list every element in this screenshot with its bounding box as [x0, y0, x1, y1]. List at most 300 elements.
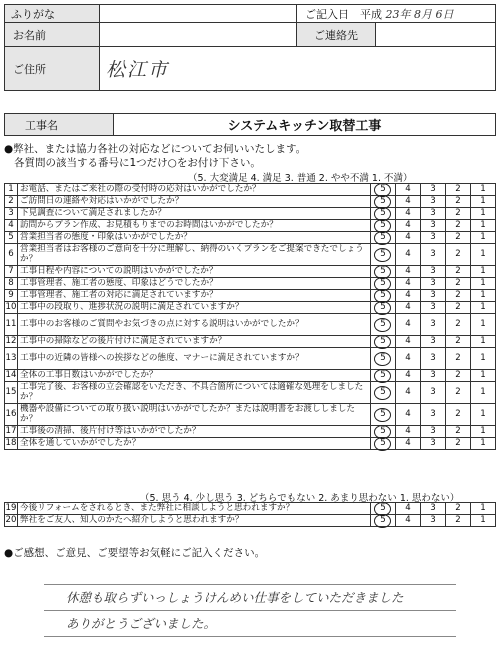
- question-number: 7: [5, 266, 18, 278]
- score-option-5[interactable]: [371, 404, 396, 426]
- score-label: 4: [405, 248, 411, 259]
- question-number: 1: [5, 184, 18, 196]
- question-row: [5, 370, 496, 382]
- score-label: 5: [380, 265, 386, 276]
- customer-info-table: [4, 4, 496, 91]
- score-label: 3: [430, 502, 436, 513]
- score-label: 4: [405, 408, 411, 419]
- selection-circle: [374, 514, 391, 528]
- score-label: 4: [405, 207, 411, 218]
- score-option-3[interactable]: [421, 208, 446, 220]
- score-option-2[interactable]: [446, 290, 471, 302]
- score-option-1[interactable]: [471, 208, 496, 220]
- score-label: 3: [430, 207, 436, 218]
- score-label: 4: [405, 352, 411, 363]
- score-option-4[interactable]: [396, 370, 421, 382]
- score-label: 2: [455, 183, 461, 194]
- score-option-3[interactable]: [421, 503, 446, 515]
- score-label: 1: [480, 277, 486, 288]
- score-label: 3: [430, 437, 436, 448]
- question-number: 12: [5, 335, 17, 346]
- work-name-table: [4, 113, 496, 136]
- score-option-1[interactable]: [471, 278, 496, 290]
- score-option-5[interactable]: [371, 266, 396, 278]
- score-label: 1: [480, 425, 486, 436]
- work-label-cell: [5, 114, 114, 136]
- score-label: 2: [455, 248, 461, 259]
- score-option-4[interactable]: [396, 302, 421, 314]
- score-label: 5: [380, 277, 386, 288]
- score-label: 2: [455, 289, 461, 300]
- score-option-4[interactable]: [396, 503, 421, 515]
- score-label: 5: [380, 301, 386, 312]
- score-option-1[interactable]: [471, 336, 496, 348]
- work-value-cell: [114, 114, 496, 136]
- score-label: 3: [430, 369, 436, 380]
- score-option-4[interactable]: [396, 382, 421, 404]
- score-label: 1: [480, 265, 486, 276]
- furigana-label: ふりがな: [11, 7, 55, 21]
- score-label: 3: [430, 386, 436, 397]
- selection-circle: [374, 386, 391, 400]
- date-handwritten: 23年 8月 6日: [385, 7, 454, 21]
- question-row: [5, 438, 496, 450]
- question-number: 14: [5, 369, 17, 380]
- score-option-4[interactable]: [396, 220, 421, 232]
- score-option-5[interactable]: [371, 302, 396, 314]
- score-option-3[interactable]: [421, 220, 446, 232]
- question-row: [5, 515, 496, 527]
- question-text: 下見調査について満足されましたか？: [18, 208, 371, 220]
- score-label: 5: [380, 369, 386, 380]
- name-field[interactable]: [100, 23, 297, 47]
- question-number: 5: [5, 232, 18, 244]
- score-label: 3: [430, 219, 436, 230]
- score-label: 2: [455, 437, 461, 448]
- score-option-4[interactable]: [396, 184, 421, 196]
- score-option-4[interactable]: [396, 278, 421, 290]
- score-option-3[interactable]: [421, 196, 446, 208]
- score-option-1[interactable]: [471, 404, 496, 426]
- score-option-3[interactable]: [421, 438, 446, 450]
- score-label: 1: [480, 352, 486, 363]
- score-label: 3: [430, 277, 436, 288]
- question-text: 全体を通していかがでしたか？: [18, 438, 371, 450]
- question-number: 18: [5, 437, 17, 448]
- score-label: 2: [455, 335, 461, 346]
- score-option-2[interactable]: [446, 336, 471, 348]
- score-option-5[interactable]: [371, 370, 396, 382]
- score-option-3[interactable]: [421, 348, 446, 370]
- question-row: [5, 196, 496, 208]
- score-option-5[interactable]: [371, 244, 396, 266]
- selection-circle: [374, 408, 391, 422]
- score-label: 1: [480, 386, 486, 397]
- score-label: 3: [430, 289, 436, 300]
- score-option-1[interactable]: [471, 348, 496, 370]
- score-option-3[interactable]: [421, 278, 446, 290]
- questions-table-1: [4, 183, 496, 450]
- work-label: 工事名: [25, 118, 58, 132]
- address-handwritten: 松江市: [106, 59, 170, 81]
- score-option-5[interactable]: [371, 208, 396, 220]
- score-option-1[interactable]: [471, 220, 496, 232]
- score-option-5[interactable]: [371, 438, 396, 450]
- score-option-2[interactable]: [446, 278, 471, 290]
- score-option-1[interactable]: [471, 196, 496, 208]
- score-label: 1: [480, 369, 486, 380]
- score-label: 3: [430, 195, 436, 206]
- score-option-4[interactable]: [396, 290, 421, 302]
- score-option-4[interactable]: [396, 232, 421, 244]
- question-text: 工事中のお客様のご質問やお気づきの点に対する説明はいかがでしたか？: [18, 314, 371, 336]
- contact-label: ご連絡先: [314, 28, 358, 42]
- score-option-4[interactable]: [396, 244, 421, 266]
- score-option-5[interactable]: [371, 184, 396, 196]
- question-number: 8: [5, 278, 18, 290]
- score-option-2[interactable]: [446, 370, 471, 382]
- question-number: 10: [5, 301, 17, 312]
- score-option-1[interactable]: [471, 302, 496, 314]
- date-cell[interactable]: [297, 5, 496, 23]
- score-label: 4: [405, 514, 411, 525]
- score-option-5[interactable]: [371, 314, 396, 336]
- question-row: [5, 220, 496, 232]
- score-option-3[interactable]: [421, 244, 446, 266]
- name-label-cell: [5, 23, 100, 47]
- score-label: 3: [430, 265, 436, 276]
- score-label: 4: [405, 318, 411, 329]
- score-option-4[interactable]: [396, 426, 421, 438]
- question-row: [5, 426, 496, 438]
- score-label: 1: [480, 335, 486, 346]
- question-number: 15: [5, 382, 18, 404]
- question-row: [5, 336, 496, 348]
- score-label: 4: [405, 219, 411, 230]
- address-field[interactable]: [100, 47, 496, 91]
- score-option-1[interactable]: [471, 290, 496, 302]
- score-label: 4: [405, 265, 411, 276]
- score-label: 4: [405, 437, 411, 448]
- score-option-3[interactable]: [421, 370, 446, 382]
- score-label: 3: [430, 318, 436, 329]
- score-option-1[interactable]: [471, 266, 496, 278]
- score-option-4[interactable]: [396, 404, 421, 426]
- score-option-2[interactable]: [446, 515, 471, 527]
- score-option-3[interactable]: [421, 266, 446, 278]
- score-label: 1: [480, 183, 486, 194]
- question-number: 3: [5, 208, 18, 220]
- question-text: 訪問からプラン作成、お見積もりまでのお時間はいかがでしたか？: [18, 220, 371, 232]
- question-number: 2: [5, 196, 18, 208]
- score-option-3[interactable]: [421, 290, 446, 302]
- work-value: システムキッチン取替工事: [227, 119, 382, 134]
- selection-circle: [374, 369, 391, 383]
- score-label: 4: [405, 195, 411, 206]
- comment-handwritten-line1: 休憩も取らずいっしょうけんめい仕事をしていただきました: [66, 590, 404, 605]
- question-number: 11: [5, 314, 18, 336]
- questions-table-2: [4, 502, 496, 527]
- score-label: 1: [480, 408, 486, 419]
- selection-circle: [374, 352, 391, 366]
- score-option-1[interactable]: [471, 184, 496, 196]
- score-option-2[interactable]: [446, 426, 471, 438]
- score-label: 1: [480, 301, 486, 312]
- question-text: 営業担当者の態度・印象はいかがでしたか？: [18, 232, 371, 244]
- score-option-5[interactable]: [371, 336, 396, 348]
- score-option-5[interactable]: [371, 278, 396, 290]
- score-option-2[interactable]: [446, 244, 471, 266]
- selection-circle: [374, 437, 391, 451]
- score-label: 4: [405, 369, 411, 380]
- score-label: 5: [380, 408, 386, 419]
- date-prefix: ご記入日 平成: [305, 7, 382, 21]
- score-option-5[interactable]: [371, 503, 396, 515]
- score-option-2[interactable]: [446, 438, 471, 450]
- question-text: 今後リフォームをされるとき、また弊社に相談しようと思われますか？: [18, 503, 371, 515]
- question-row: [5, 232, 496, 244]
- score-option-5[interactable]: [371, 232, 396, 244]
- selection-circle: [374, 231, 391, 245]
- score-label: 5: [380, 318, 386, 329]
- question-text: 工事管理者、施工者の態度、印象はどうでしたか？: [18, 278, 371, 290]
- score-option-3[interactable]: [421, 515, 446, 527]
- question-row: [5, 382, 496, 404]
- score-label: 1: [480, 219, 486, 230]
- comments-area[interactable]: [4, 560, 496, 660]
- score-label: 3: [430, 301, 436, 312]
- score-option-3[interactable]: [421, 314, 446, 336]
- score-label: 5: [380, 335, 386, 346]
- score-option-1[interactable]: [471, 370, 496, 382]
- name-label: お名前: [13, 28, 46, 42]
- question-text: 弊社をご友人、知人のかたへ紹介しようと思われますか？: [18, 515, 371, 527]
- score-label: 4: [405, 335, 411, 346]
- question-row: [5, 244, 496, 266]
- selection-circle: [374, 335, 391, 349]
- score-option-3[interactable]: [421, 302, 446, 314]
- question-row: [5, 278, 496, 290]
- score-label: 2: [455, 231, 461, 242]
- score-option-1[interactable]: [471, 515, 496, 527]
- score-label: 1: [480, 195, 486, 206]
- score-label: 2: [455, 369, 461, 380]
- score-option-3[interactable]: [421, 184, 446, 196]
- score-option-5[interactable]: [371, 348, 396, 370]
- score-label: 1: [480, 207, 486, 218]
- contact-label-cell: [297, 23, 376, 47]
- selection-circle: [374, 248, 391, 262]
- score-option-1[interactable]: [471, 232, 496, 244]
- score-label: 5: [380, 514, 386, 525]
- score-option-2[interactable]: [446, 348, 471, 370]
- score-option-5[interactable]: [371, 382, 396, 404]
- score-option-5[interactable]: [371, 290, 396, 302]
- score-option-1[interactable]: [471, 382, 496, 404]
- score-label: 5: [380, 183, 386, 194]
- question-text: 工事中の近隣の皆様への挨拶などの態度、マナーに満足されていますか？: [18, 348, 371, 370]
- score-label: 5: [380, 231, 386, 242]
- selection-circle: [374, 318, 391, 332]
- score-option-4[interactable]: [396, 515, 421, 527]
- question-text: 工事完了後、お客様の立会確認をいただき、不具合箇所については適確な処理をしましたか？: [18, 382, 371, 404]
- score-option-2[interactable]: [446, 382, 471, 404]
- score-label: 3: [430, 425, 436, 436]
- score-label: 5: [380, 289, 386, 300]
- score-option-3[interactable]: [421, 382, 446, 404]
- question-text: お電話、またはご来社の際の受付時の応対はいかがでしたか？: [18, 184, 371, 196]
- selection-circle: [374, 301, 391, 315]
- scale-legend-2: （5. 思う 4. 少し思う 3. どちらでもない 2. あまり思わない 1. 思わない）: [140, 493, 460, 504]
- question-text: 工事中の段取り、進捗状況の説明に満足されていますか？: [18, 302, 371, 314]
- score-option-2[interactable]: [446, 208, 471, 220]
- question-number: 17: [5, 425, 17, 436]
- comments-label: ●ご感想、ご意見、ご要望等お気軽にご記入ください。: [4, 547, 266, 559]
- score-option-5[interactable]: [371, 196, 396, 208]
- question-row: [5, 266, 496, 278]
- furigana-label-cell: [5, 5, 100, 23]
- score-label: 4: [405, 425, 411, 436]
- question-row: [5, 314, 496, 336]
- question-text: 工事中の掃除などの後片付けに満足されていますか？: [18, 336, 371, 348]
- question-text: 工事管理者、施工者の対応に満足されていますか？: [18, 290, 371, 302]
- score-label: 5: [380, 386, 386, 397]
- question-text: ご訪問日の連絡や対応はいかがでしたか？: [18, 196, 371, 208]
- scale-legend-1: （5. 大変満足 4. 満足 3. 普通 2. やや不満 1. 不満）: [188, 173, 413, 184]
- score-label: 5: [380, 352, 386, 363]
- intro-line1: ●弊社、または協力各社の対応などについてお伺いいたします。: [4, 143, 307, 155]
- question-number: 20: [5, 514, 17, 525]
- score-option-2[interactable]: [446, 184, 471, 196]
- score-option-1[interactable]: [471, 244, 496, 266]
- score-label: 5: [380, 219, 386, 230]
- score-label: 4: [405, 231, 411, 242]
- score-option-4[interactable]: [396, 336, 421, 348]
- score-label: 1: [480, 231, 486, 242]
- score-option-4[interactable]: [396, 208, 421, 220]
- score-option-5[interactable]: [371, 426, 396, 438]
- question-text: 営業担当者はお客様のご意向を十分に理解し、納得のいくプランをご提案できたでしょうか？: [18, 244, 371, 266]
- score-label: 2: [455, 277, 461, 288]
- address-label-cell: [5, 47, 100, 91]
- score-option-2[interactable]: [446, 404, 471, 426]
- score-label: 4: [405, 386, 411, 397]
- score-label: 5: [380, 437, 386, 448]
- comment-handwritten-line2: ありがとうございました。: [66, 616, 217, 631]
- score-option-1[interactable]: [471, 314, 496, 336]
- score-label: 1: [480, 248, 486, 259]
- score-label: 3: [430, 514, 436, 525]
- score-label: 3: [430, 248, 436, 259]
- question-number: 6: [5, 244, 18, 266]
- score-label: 5: [380, 195, 386, 206]
- address-label: ご住所: [13, 62, 46, 76]
- question-number: 13: [5, 348, 18, 370]
- score-label: 5: [380, 502, 386, 513]
- score-label: 2: [455, 195, 461, 206]
- question-row: [5, 404, 496, 426]
- question-row: [5, 290, 496, 302]
- intro-line2: 各質問の該当する番号に1つだけ○をお付け下さい。: [14, 157, 261, 169]
- question-text: 工事後の清掃、後片付け等はいかがでしたか？: [18, 426, 371, 438]
- score-label: 2: [455, 502, 461, 513]
- score-label: 1: [480, 502, 486, 513]
- question-row: [5, 348, 496, 370]
- score-option-4[interactable]: [396, 266, 421, 278]
- score-label: 2: [455, 219, 461, 230]
- score-option-3[interactable]: [421, 404, 446, 426]
- score-label: 1: [480, 289, 486, 300]
- score-label: 2: [455, 425, 461, 436]
- score-option-5[interactable]: [371, 220, 396, 232]
- score-option-2[interactable]: [446, 266, 471, 278]
- score-option-4[interactable]: [396, 438, 421, 450]
- score-option-5[interactable]: [371, 515, 396, 527]
- furigana-field[interactable]: [100, 5, 297, 23]
- score-label: 4: [405, 289, 411, 300]
- score-label: 4: [405, 301, 411, 312]
- score-label: 2: [455, 352, 461, 363]
- score-option-3[interactable]: [421, 336, 446, 348]
- score-option-1[interactable]: [471, 438, 496, 450]
- score-label: 2: [455, 265, 461, 276]
- score-label: 3: [430, 352, 436, 363]
- score-label: 1: [480, 318, 486, 329]
- score-option-3[interactable]: [421, 426, 446, 438]
- score-option-2[interactable]: [446, 196, 471, 208]
- score-label: 2: [455, 386, 461, 397]
- question-number: 19: [5, 502, 17, 513]
- score-option-4[interactable]: [396, 314, 421, 336]
- score-label: 3: [430, 335, 436, 346]
- score-label: 4: [405, 277, 411, 288]
- score-option-2[interactable]: [446, 314, 471, 336]
- score-option-2[interactable]: [446, 503, 471, 515]
- score-label: 2: [455, 207, 461, 218]
- question-number: 9: [5, 290, 18, 302]
- score-option-2[interactable]: [446, 232, 471, 244]
- score-label: 5: [380, 248, 386, 259]
- question-row: [5, 302, 496, 314]
- score-option-2[interactable]: [446, 220, 471, 232]
- score-label: 4: [405, 502, 411, 513]
- score-label: 5: [380, 425, 386, 436]
- score-option-1[interactable]: [471, 426, 496, 438]
- score-label: 1: [480, 514, 486, 525]
- score-label: 2: [455, 318, 461, 329]
- score-option-1[interactable]: [471, 503, 496, 515]
- score-label: 3: [430, 231, 436, 242]
- score-label: 4: [405, 183, 411, 194]
- score-label: 3: [430, 408, 436, 419]
- question-row: [5, 208, 496, 220]
- score-label: 2: [455, 301, 461, 312]
- question-number: 4: [5, 220, 18, 232]
- score-option-4[interactable]: [396, 348, 421, 370]
- question-row: [5, 184, 496, 196]
- score-option-2[interactable]: [446, 302, 471, 314]
- score-label: 2: [455, 514, 461, 525]
- question-text: 機器や設備についての取り扱い説明はいかがでしたか？または説明書をお渡ししましたか？: [18, 404, 371, 426]
- question-text: 全体の工事日数はいかがでしたか？: [18, 370, 371, 382]
- score-option-4[interactable]: [396, 196, 421, 208]
- score-label: 1: [480, 437, 486, 448]
- score-option-3[interactable]: [421, 232, 446, 244]
- question-number: 16: [5, 404, 18, 426]
- question-row: [5, 503, 496, 515]
- contact-field[interactable]: [376, 23, 496, 47]
- question-text: 工事日程や内容についての説明はいかがでしたか？: [18, 266, 371, 278]
